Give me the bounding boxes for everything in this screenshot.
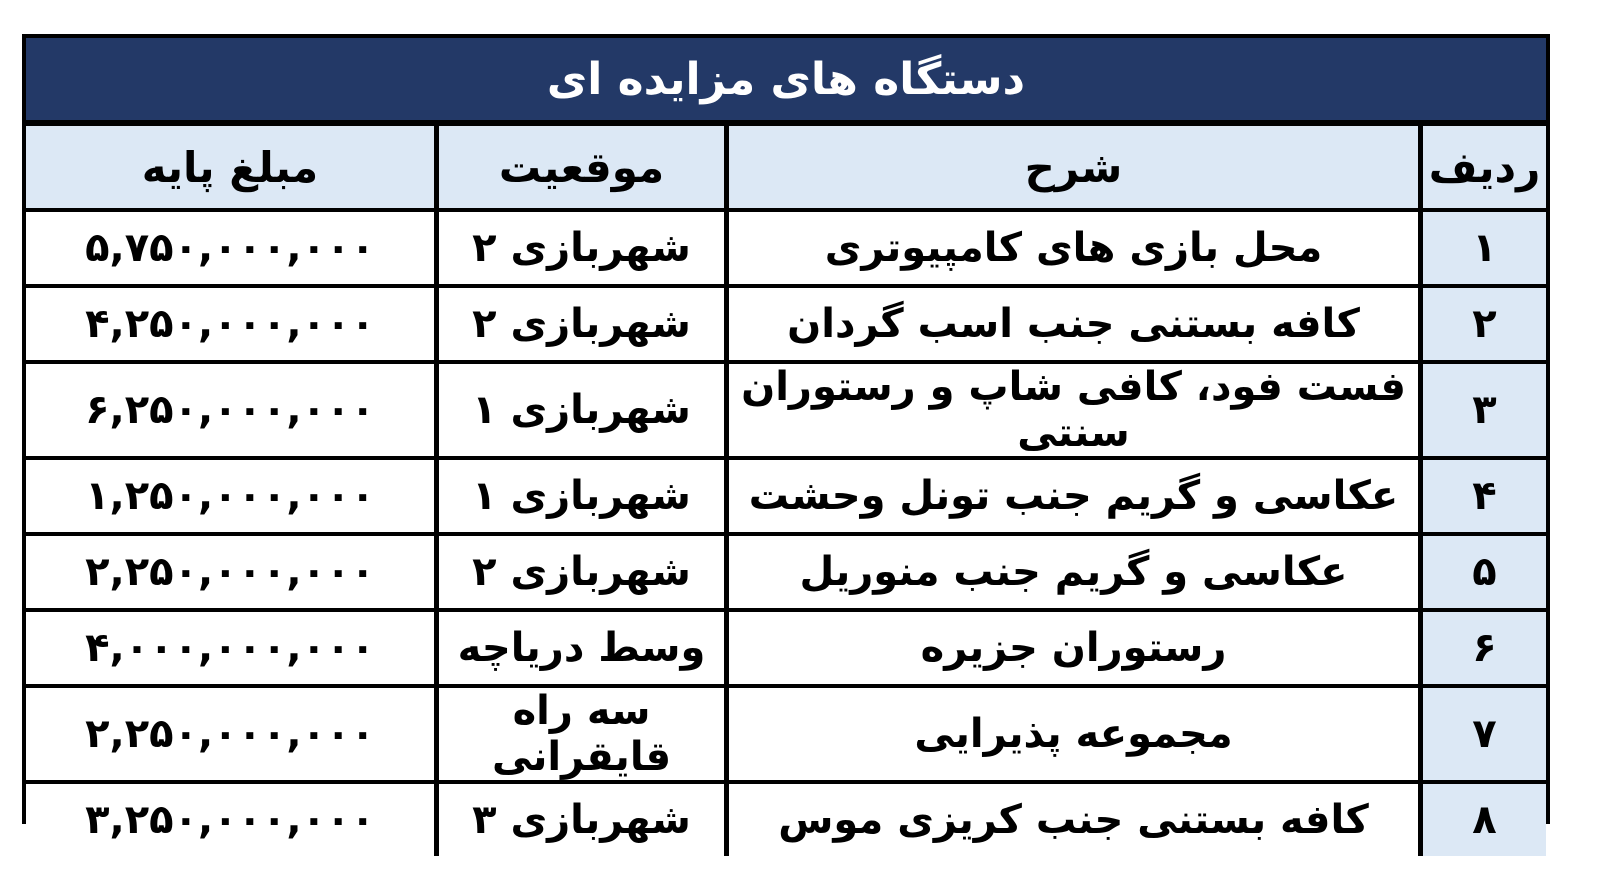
row-base-price: ۵,۷۵۰,۰۰۰,۰۰۰	[26, 212, 434, 284]
row-description: رستوران جزیره	[724, 612, 1418, 684]
row-base-price: ۲,۲۵۰,۰۰۰,۰۰۰	[26, 688, 434, 780]
row-description: عکاسی و گریم جنب تونل وحشت	[724, 460, 1418, 532]
header-description: شرح	[724, 126, 1418, 208]
row-description: کافه بستنی جنب اسب گردان	[724, 288, 1418, 360]
row-description: عکاسی و گریم جنب منوریل	[724, 536, 1418, 608]
row-description: محل بازی های کامپیوتری	[724, 212, 1418, 284]
row-location: شهربازی ۲	[434, 536, 724, 608]
row-base-price: ۳,۲۵۰,۰۰۰,۰۰۰	[26, 784, 434, 856]
row-location: شهربازی ۱	[434, 460, 724, 532]
row-location: وسط دریاچه	[434, 612, 724, 684]
header-location: موقعیت	[434, 126, 724, 208]
row-base-price: ۴,۲۵۰,۰۰۰,۰۰۰	[26, 288, 434, 360]
row-index: ۴	[1418, 460, 1546, 532]
row-index: ۱	[1418, 212, 1546, 284]
header-index: ردیف	[1418, 126, 1546, 208]
table-row	[26, 212, 1546, 284]
row-description: کافه بستنی جنب کریزی موس	[724, 784, 1418, 856]
row-index: ۸	[1418, 784, 1546, 856]
row-base-price: ۱,۲۵۰,۰۰۰,۰۰۰	[26, 460, 434, 532]
table-row	[26, 364, 1546, 456]
row-location: شهربازی ۲	[434, 288, 724, 360]
row-location: شهربازی ۳	[434, 784, 724, 856]
auction-table	[22, 34, 1550, 843]
auction-grid	[26, 122, 1546, 860]
row-location: شهربازی ۲	[434, 212, 724, 284]
header-row	[26, 126, 1546, 208]
row-description: مجموعه پذیرایی	[724, 688, 1418, 780]
row-base-price: ۲,۲۵۰,۰۰۰,۰۰۰	[26, 536, 434, 608]
row-index: ۷	[1418, 688, 1546, 780]
table-row	[26, 784, 1546, 856]
table-row	[26, 536, 1546, 608]
table-title: دستگاه های مزایده ای	[26, 38, 1546, 120]
row-index: ۳	[1418, 364, 1546, 456]
row-location: شهربازی ۱	[434, 364, 724, 456]
table-row	[26, 288, 1546, 360]
header-base-price: مبلغ پایه	[26, 126, 434, 208]
table-row	[26, 460, 1546, 532]
table-row	[26, 612, 1546, 684]
row-base-price: ۶,۲۵۰,۰۰۰,۰۰۰	[26, 364, 434, 456]
row-description: فست فود، کافی شاپ و رستوران سنتی	[724, 364, 1418, 456]
row-index: ۲	[1418, 288, 1546, 360]
table-row	[26, 688, 1546, 780]
row-index: ۶	[1418, 612, 1546, 684]
row-index: ۵	[1418, 536, 1546, 608]
row-location: سه راه قایقرانی	[434, 688, 724, 780]
row-base-price: ۴,۰۰۰,۰۰۰,۰۰۰	[26, 612, 434, 684]
